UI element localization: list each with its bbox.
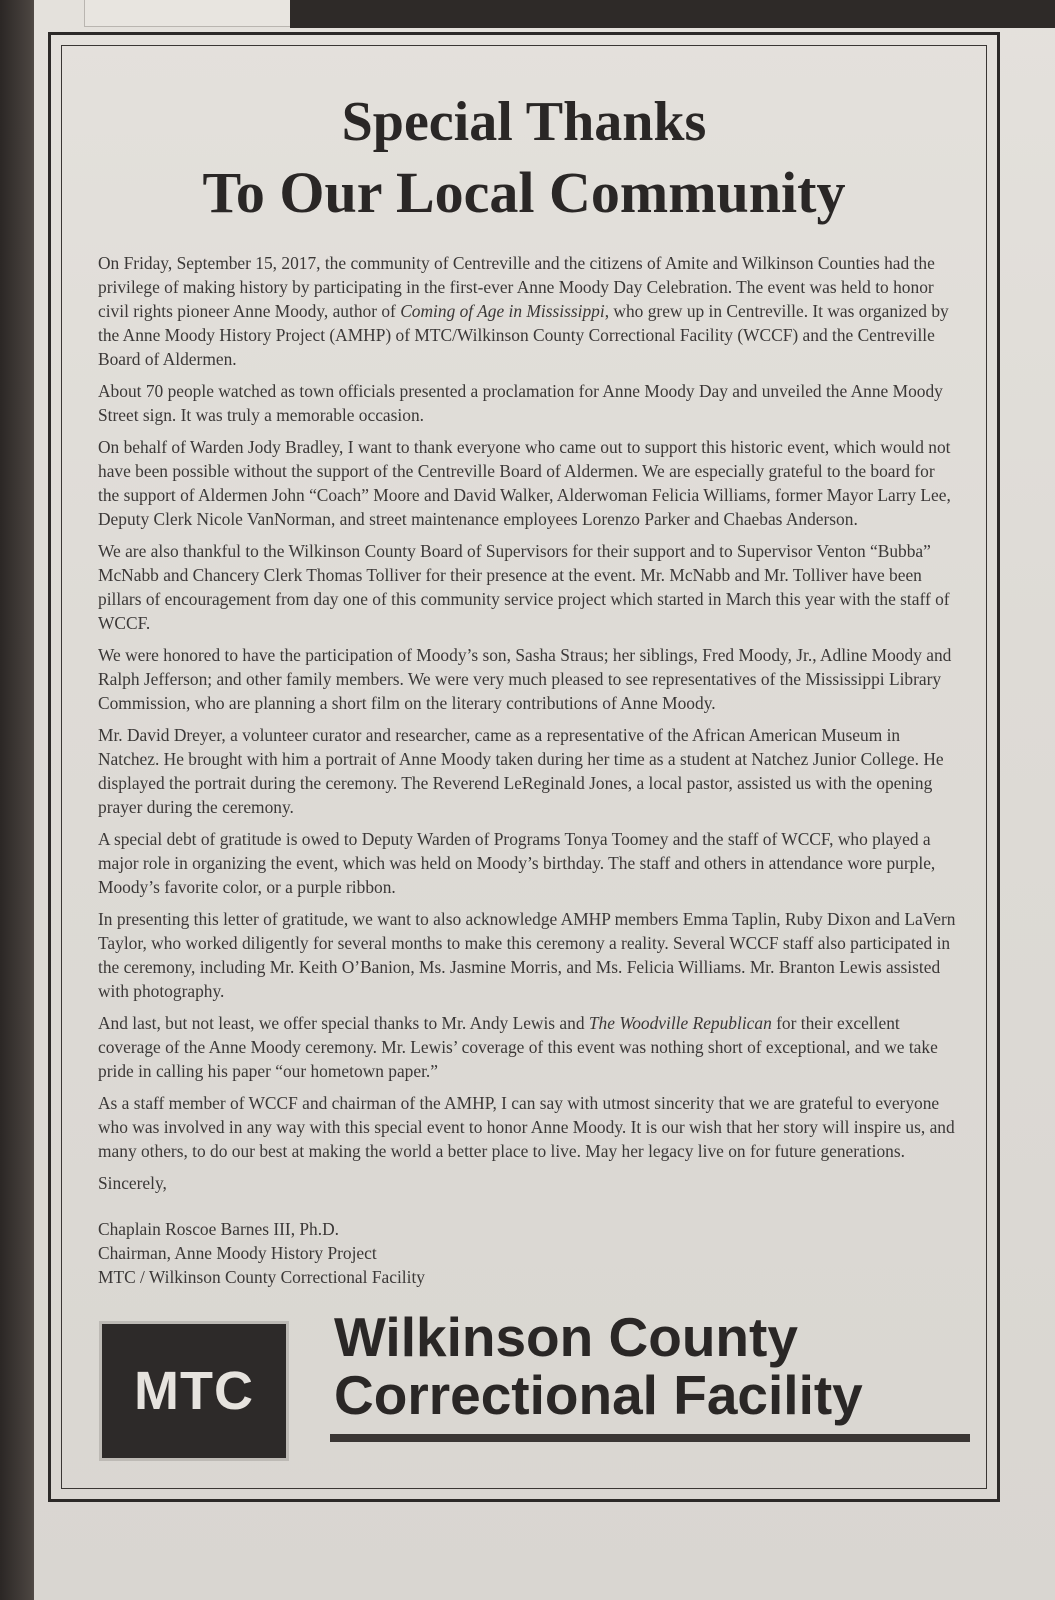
facility-underline bbox=[330, 1434, 970, 1442]
paragraph-7: A special debt of gratitude is owed to Deputy Warden of Programs Tonya Toomey and the staff of WCCF, who played a major role in organizing the event, which was held on Moody’s birthday. The staff and others in attendance wore purple, Moody’s favorite color, or a purple ribbon. bbox=[98, 829, 936, 897]
signature-name: Chaplain Roscoe Barnes III, Ph.D. bbox=[98, 1219, 340, 1239]
paragraph-1-part-a: On Friday, September 15, 2017, the community of Centreville and the citizens of Amite and Wilkinson Counties had the privilege of making history by participating in the first-ever Anne Moody Day Celebration. The event was held to honor civil rights pioneer Anne Moody, author of bbox=[98, 253, 935, 321]
signature-title: Chairman, Anne Moody History Project bbox=[98, 1243, 377, 1263]
paragraph-10: As a staff member of WCCF and chairman of the AMHP, I can say with utmost sincerity that we are grateful to everyone who was involved in any way with this special event to honor Anne Moody. It is our wish that her story will inspire us, and many others, to do our best at making the world a better place to live. May her legacy live on for future generations. bbox=[98, 1093, 955, 1161]
headline-line-1: Special Thanks bbox=[341, 91, 707, 153]
paragraph-1-part-b: , who grew up in Centreville. It was organized by the Anne Moody History Project (AMHP) of MTC/Wilkinson County Correctional Facility (WCCF) and the Centreville Board of Aldermen. bbox=[98, 301, 949, 369]
facility-name bbox=[334, 1308, 974, 1424]
paragraph-8: In presenting this letter of gratitude, we want to also acknowledge AMHP members Emma Taplin, Ruby Dixon and LaVern Taylor, who worked diligently for several months to make this ceremony a reality. Several WCCF staff also participated in the ceremony, including Mr. Keith O’Banion, Ms. Jasmine Morris, and Ms. Felicia Williams. Mr. Branton Lewis assisted with photography. bbox=[98, 909, 956, 1001]
paragraph-5: We were honored to have the participation of Moody’s son, Sasha Straus; her siblings, Fred Moody, Jr., Adline Moody and Ralph Jefferson; and other family members. We were very much pleased to see representatives of the Mississippi Library Commission, who are planning a short film on the literary contributions of Anne Moody. bbox=[98, 645, 952, 713]
mtc-logo-text: MTC bbox=[134, 1361, 254, 1421]
top-dark-bar bbox=[290, 0, 1055, 28]
paragraph-9-part-a: And last, but not least, we offer special thanks to Mr. Andy Lewis and bbox=[98, 1013, 589, 1033]
paragraph-3: On behalf of Warden Jody Bradley, I want to thank everyone who came out to support this historic event, which would not have been possible without the support of the Centreville Board of Aldermen. We are especially grateful to the board for the support of Aldermen John “Coach” Moore and David Walker, Alderwoman Felicia Williams, former Mayor Larry Lee, Deputy Clerk Nicole VanNorman, and street maintenance employees Lorenzo Parker and Chaebas Anderson. bbox=[98, 437, 951, 529]
paragraph-9 bbox=[98, 1011, 960, 1083]
signoff: Sincerely, bbox=[98, 1173, 167, 1193]
facility-name-line-1: Wilkinson County bbox=[334, 1306, 798, 1368]
signature-block bbox=[98, 1217, 960, 1289]
book-title: Coming of Age in Mississippi bbox=[400, 301, 605, 321]
paragraph-6: Mr. David Dreyer, a volunteer curator and researcher, came as a representative of the African American Museum in Natchez. He brought with him a portrait of Anne Moody taken during her time as a student at Natchez Junior College. He displayed the portrait during the ceremony. The Reverend LeReginald Jones, a local pastor, assisted us with the opening prayer during the ceremony. bbox=[98, 725, 944, 817]
previous-page-tab bbox=[84, 0, 306, 27]
mtc-logo bbox=[102, 1324, 286, 1458]
letter-body bbox=[98, 251, 960, 1289]
paragraph-1 bbox=[98, 251, 960, 371]
advertisement-frame bbox=[48, 32, 1000, 1502]
facility-name-line-2: Correctional Facility bbox=[334, 1364, 863, 1426]
paragraph-2: About 70 people watched as town officials presented a proclamation for Anne Moody Day and unveiled the Anne Moody Street sign. It was truly a memorable occasion. bbox=[98, 381, 943, 425]
headline-line-2: To Our Local Community bbox=[202, 160, 846, 225]
paragraph-9-part-b: for their excellent coverage of the Anne Moody ceremony. Mr. Lewis’ coverage of this event was nothing short of exceptional, and we take pride in calling his paper “our hometown paper.” bbox=[98, 1013, 938, 1081]
signature-org: MTC / Wilkinson County Correctional Facility bbox=[98, 1267, 425, 1287]
newspaper-title: The Woodville Republican bbox=[588, 1013, 772, 1033]
paragraph-4: We are also thankful to the Wilkinson County Board of Supervisors for their support and to Supervisor Venton “Bubba” McNabb and Chancery Clerk Thomas Tolliver for their presence at the event. Mr. McNabb and Mr. Tolliver have been pillars of encouragement from day one of this community service project which started in March this year with the staff of WCCF. bbox=[98, 541, 950, 633]
advertisement-inner-border bbox=[61, 45, 987, 1489]
